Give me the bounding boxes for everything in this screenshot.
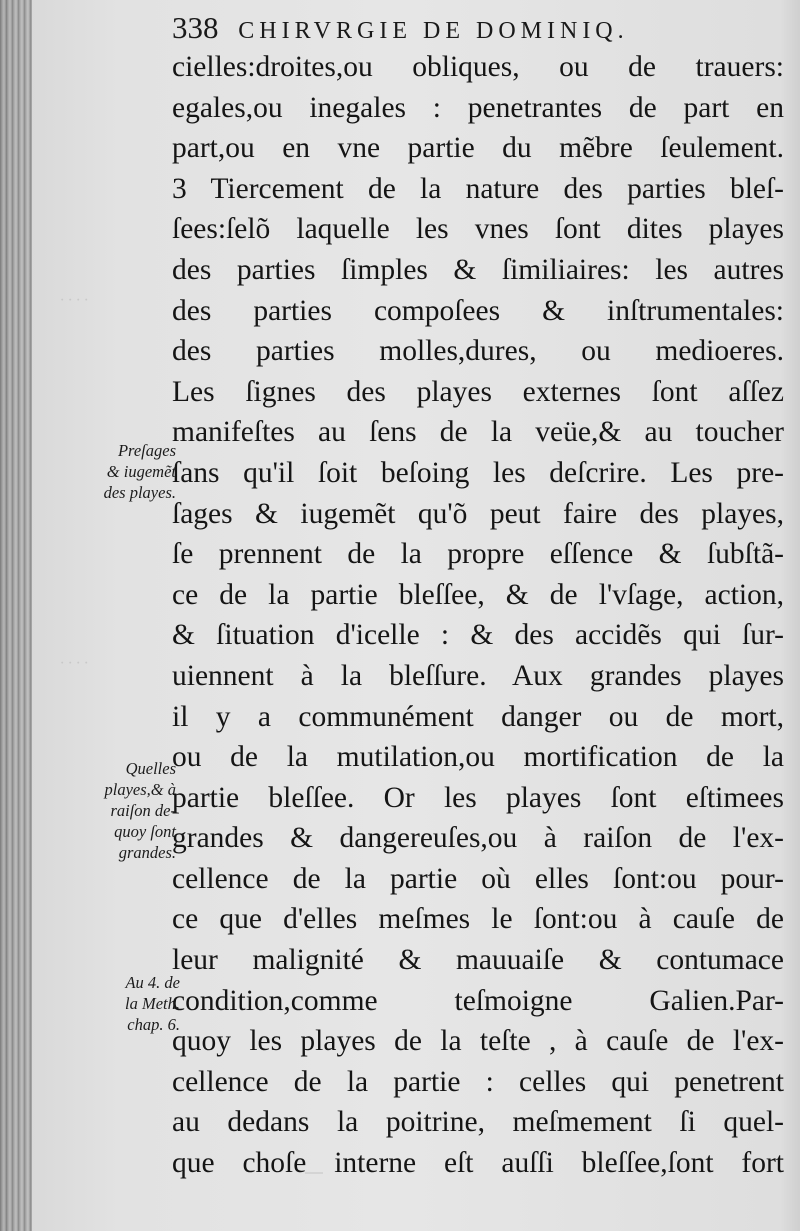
text-line: partie bleſſee. Or les playes ſont eſtimees [172, 781, 784, 814]
margin-note-line: & iugemẽt [106, 462, 176, 481]
page-fore-edge [0, 0, 32, 1231]
margin-note-line: grandes. [118, 843, 176, 862]
text-line: cielles:droites,ou obliques, ou de trauers: [172, 51, 784, 83]
text-line: part,ou en vne partie du mẽbre ſeulement. [172, 132, 784, 165]
text-line: manifeſtes au ſens de la veüe,& au toucher [172, 416, 784, 449]
text-line: quoy les playes de la teſte , à cauſe de l'ex- [172, 1025, 784, 1058]
text-line: 3 Tiercement de la nature des parties bleſ- [172, 172, 784, 205]
text-line: ſe prennent de la propre eſſence & ſubſtã- [172, 538, 784, 571]
margin-note-line: Preſages [117, 441, 176, 460]
text-line: il y a communément danger ou de mort, [172, 700, 784, 733]
text-line: egales,ou inegales : penetrantes de part en [172, 91, 784, 124]
text-line: ſans qu'il ſoit beſoing les deſcrire. Les pre- [172, 456, 784, 489]
margin-note-line: des playes. [103, 483, 176, 502]
text-line: cellence de la partie : celles qui penetrent [172, 1065, 784, 1098]
text-line: ce de la partie bleſſee, & de l'vſage, action, [172, 578, 784, 611]
margin-note-line: Au 4. de [125, 973, 180, 992]
show-through-mark [305, 1158, 323, 1174]
running-title: CHIRVRGIE DE DOMINIQ. [238, 18, 629, 44]
margin-note-line: la Meth. [125, 994, 180, 1013]
text-line: que choſe interne eſt auſſi bleſſee,ſont fort [172, 1147, 784, 1180]
show-through-mark: · · · · [60, 655, 88, 672]
page-number: 338 [172, 10, 219, 45]
text-line: ce que d'elles meſmes le ſont:ou à cauſe de [172, 903, 784, 936]
text-line: ſees:ſelõ laquelle les vnes ſont dites playes [172, 213, 784, 246]
text-line: Les ſignes des playes externes ſont aſſez [172, 375, 784, 408]
text-line: grandes & dangereuſes,ou à raiſon de l'ex- [172, 822, 784, 855]
text-line: & ſituation d'icelle : & des accidẽs qui ſur- [172, 619, 784, 652]
text-line: condition,comme teſmoigne Galien.Par- [172, 984, 784, 1017]
text-line: ſages & iugemẽt qu'õ peut faire des playes, [172, 497, 784, 530]
body-text [172, 47, 784, 1184]
show-through-mark: · · · · [60, 292, 88, 309]
running-head [172, 10, 772, 50]
margin-note-line: Quelles [125, 759, 176, 778]
text-line: des parties molles,dures, ou medioeres. [172, 335, 784, 368]
text-line: au dedans la poitrine, meſmement ſi quel- [172, 1106, 784, 1139]
margin-note-galien-reference [52, 972, 180, 1035]
text-line: des parties compoſees & inſtrumentales: [172, 294, 784, 327]
margin-note-line: raiſon de- [110, 801, 176, 820]
margin-note-line: chap. 6. [127, 1015, 180, 1034]
text-line: leur malignité & mauuaiſe & contumace [172, 944, 784, 977]
text-line: uiennent à la bleſſure. Aux grandes playes [172, 659, 784, 692]
text-line: cellence de la partie où elles ſont:ou pour- [172, 862, 784, 895]
margin-note-line: playes,& à [104, 780, 176, 799]
text-line: ou de la mutilation,ou mortification de la [172, 741, 784, 774]
margin-note-quelles-playes [52, 758, 176, 863]
margin-note-line: quoy ſont [114, 822, 176, 841]
text-line: des parties ſimples & ſimiliaires: les autres [172, 253, 784, 286]
margin-note-presages [52, 440, 176, 503]
